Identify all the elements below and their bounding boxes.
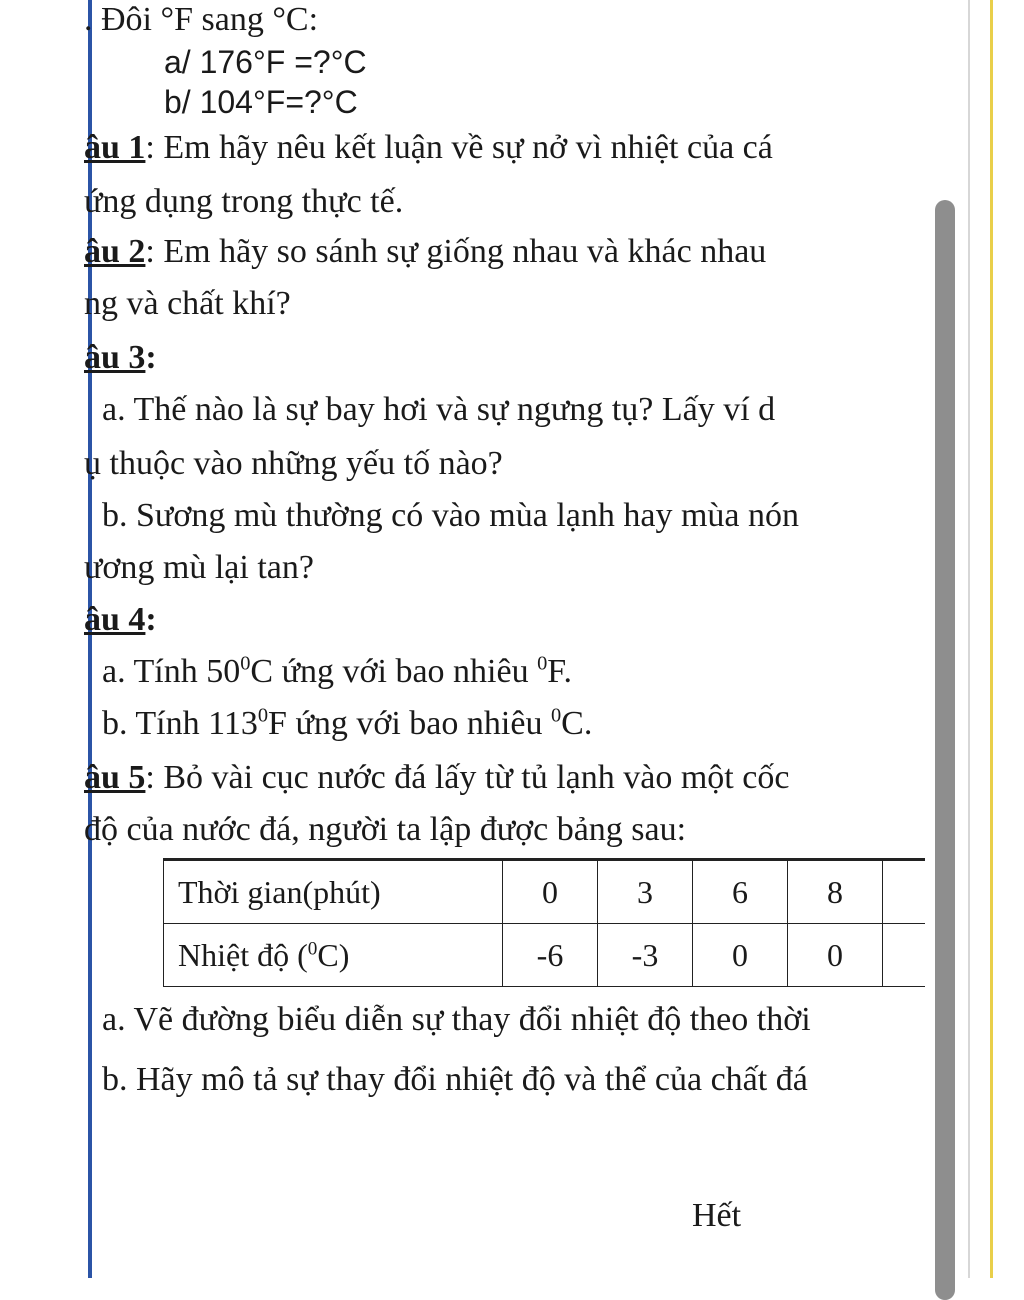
question-5-label: âu 5 bbox=[84, 759, 146, 796]
scrollbar-thumb[interactable] bbox=[935, 200, 955, 1300]
table-row-header: Nhiệt độ ($^0$C) bbox=[164, 924, 503, 987]
conversion-title: . Đôi °F sang °C: bbox=[84, 1, 319, 38]
table-cell: 0 bbox=[503, 860, 598, 924]
table-cell: 3 bbox=[598, 860, 693, 924]
question-3-b-line-1: b. Sương mù thường có vào mùa lạnh hay mùa nón bbox=[102, 497, 799, 534]
table-row-temperature bbox=[164, 924, 926, 987]
question-3-heading: âu 3: bbox=[84, 339, 157, 376]
question-3-label: âu 3 bbox=[84, 339, 146, 376]
conversion-item-b: b/ 104°F=?°C bbox=[164, 84, 358, 120]
question-1-line-2: ứng dụng trong thực tế. bbox=[84, 183, 404, 220]
question-4-heading: âu 4: bbox=[84, 601, 157, 638]
conversion-item-a: a/ 176°F =?°C bbox=[164, 44, 367, 80]
question-1-line-1: âu 1: Em hãy nêu kết luận về sự nở vì nhiệt của cá bbox=[84, 129, 773, 166]
question-2-label: âu 2 bbox=[84, 233, 146, 270]
question-4-a: a. Tính $50^0C$ ứng với bao nhiêu $^0$F. bbox=[102, 652, 572, 690]
table-cell bbox=[883, 924, 926, 987]
table-cell: 0 bbox=[693, 924, 788, 987]
question-2-line-1: âu 2: Em hãy so sánh sự giống nhau và khác nhau bbox=[84, 233, 767, 270]
table-cell: -3 bbox=[598, 924, 693, 987]
table-row-header: Thời gian(phút) bbox=[164, 860, 503, 924]
table-cell bbox=[883, 860, 926, 924]
question-4-b: b. Tính $113^0F$ ứng với bao nhiêu $^0$C. bbox=[102, 704, 593, 742]
table-cell: 0 bbox=[788, 924, 883, 987]
question-3-b-line-2: ương mù lại tan? bbox=[84, 549, 314, 586]
table-cell: 8 bbox=[788, 860, 883, 924]
end-text: Hết bbox=[692, 1197, 742, 1234]
question-1-label: âu 1 bbox=[84, 129, 146, 166]
table-cell: -6 bbox=[503, 924, 598, 987]
question-5-line-1: âu 5: Bỏ vài cục nước đá lấy từ tủ lạnh vào một cốc bbox=[84, 759, 790, 796]
page-right-border bbox=[990, 0, 993, 1278]
page-right-edge bbox=[968, 0, 970, 1278]
question-5-a: a. Vẽ đường biểu diễn sự thay đổi nhiệt độ theo thời bbox=[102, 1001, 811, 1038]
question-5-line-2: độ của nước đá, người ta lập được bảng sau: bbox=[84, 811, 687, 848]
question-3-a-line-1: a. Thế nào là sự bay hơi và sự ngưng tụ? Lấy ví d bbox=[102, 391, 776, 428]
table-row-time bbox=[164, 860, 926, 924]
question-4-label: âu 4 bbox=[84, 601, 146, 638]
question-3-a-line-2: ụ thuộc vào những yếu tố nào? bbox=[84, 445, 503, 482]
table-cell: 6 bbox=[693, 860, 788, 924]
question-2-line-2: ng và chất khí? bbox=[84, 285, 291, 322]
temperature-table bbox=[163, 858, 925, 987]
question-5-b: b. Hãy mô tả sự thay đổi nhiệt độ và thể của chất đá bbox=[102, 1061, 808, 1098]
